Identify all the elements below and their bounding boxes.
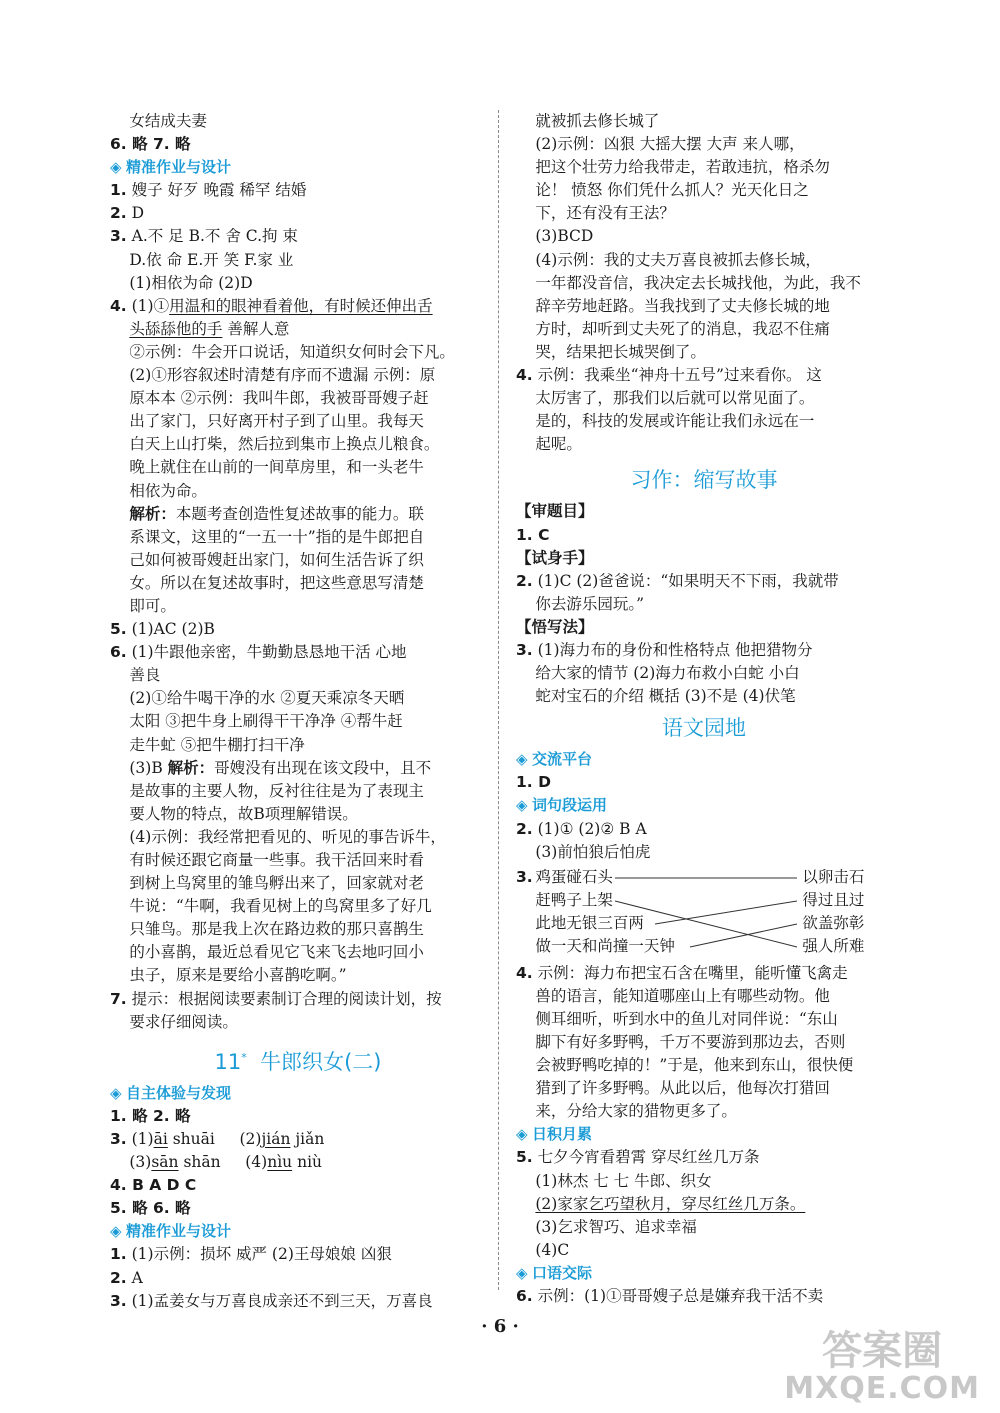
text-line: 要人物的特点，故B项理解错误。: [129, 804, 358, 823]
answer-item: 4. (1)①用温和的眼神看着他，有时候还伸出舌: [110, 296, 433, 315]
text-line: 有时候还跟它商量一些事。我干活回来时看: [129, 851, 424, 869]
text-line: 晚上就住在山前的一间草房里，和一头老牛: [129, 458, 424, 477]
section-heading: ◈ 交流平台: [516, 748, 892, 771]
text-line: 蛇对宝石的介绍 概括 (3)不是 (4)伏笔: [535, 687, 796, 706]
matching-exercise: [535, 866, 892, 962]
diamond-icon: ◈: [516, 750, 528, 769]
text-line: 女。所以在复述故事时，把这些意思写清楚: [129, 573, 424, 592]
section-title-garden: 语文园地: [662, 716, 746, 741]
text-line: 会被野鸭吃掉的！”于是，他来到东山，很快便: [535, 1056, 854, 1075]
answer-item: 2. (1)C (2)爸爸说：“如果明天不下雨，我就带: [516, 571, 839, 590]
answer-item: 2. D: [110, 204, 145, 223]
text-line: ②示例：牛会开口说话，知道织女何时会下凡。: [129, 342, 455, 361]
answer-item: 1. D: [516, 773, 551, 792]
text-line: (3)sān shān (4)nìu niù: [129, 1153, 323, 1172]
match-right-item: 强人所难: [802, 936, 865, 955]
text-line: 论！ 愤怒 你们凭什么抓人？光天化日之: [535, 181, 809, 200]
bracket-heading: 【试身手】: [516, 548, 594, 567]
match-left-item: 赶鸭子上架: [535, 890, 613, 909]
match-left-item: 做一天和尚撞一天钟: [535, 936, 675, 955]
text-line: (1)林杰 七 七 牛郎、织女: [535, 1171, 712, 1190]
text-line: 出了家门，只好离开村子到了山里。我每天: [129, 412, 424, 431]
text-line: (4)示例：我的丈夫万喜良被抓去修长城，: [535, 250, 821, 269]
match-left-item: 鸡蛋碰石头: [535, 867, 613, 886]
matching-lines: [535, 866, 805, 962]
text-line: 太阳 ③把牛身上刷得干干净净 ④帮牛赶: [129, 712, 403, 731]
text-line: 原本本 ②示例：我叫牛郎，我被哥哥嫂子赶: [129, 389, 429, 408]
answer-item: 4. 示例：我乘坐“神舟十五号”过来看你。 这: [516, 366, 822, 385]
answer-item: 7. 提示：根据阅读要素制订合理的阅读计划，按: [110, 989, 442, 1008]
text-line: 起呢。: [535, 435, 582, 454]
text-line: 侧耳细听，听到水中的鱼儿对同伴说：“东山: [535, 1009, 838, 1028]
text-line: (3)BCD: [535, 227, 594, 246]
diamond-icon: ◈: [110, 158, 122, 177]
answer-item: 3. A.不 足 B.不 舍 C.拘 束: [110, 227, 298, 246]
text-line: 是的，科技的发展或许能让我们永远在一: [535, 412, 815, 431]
text-line: 的小喜鹊，最近总看见它飞来飞去地叼回小: [129, 943, 424, 962]
text-line: 牛说：“牛啊，我看见树上的鸟窝里多了好几: [129, 897, 432, 916]
section-heading: ◈ 词句段运用: [516, 794, 892, 817]
section-heading: ◈ 自主体验与发现: [110, 1082, 486, 1105]
answer-item: 4. B A D C: [110, 1176, 197, 1195]
text-line: 6. 略 7. 略: [110, 135, 191, 154]
watermark-logo: 答案圈 MXQE.COM: [784, 1328, 980, 1406]
column-divider: [498, 110, 499, 1290]
text-line: 哭，结果把长城哭倒了。: [535, 342, 706, 361]
text-line: (3)乞求智巧、追求幸福: [535, 1217, 697, 1236]
text-line: 系课文，这里的“一五一十”指的是牛郎把自: [129, 527, 425, 546]
match-right-item: 得过且过: [802, 890, 865, 909]
text-line: (4)示例：我经常把看见的、听见的事告诉牛，: [129, 827, 446, 846]
text-line: 头舔舔他的手 善解人意: [129, 319, 290, 338]
section-heading: ◈ 口语交际: [516, 1262, 892, 1285]
diamond-icon: ◈: [516, 1125, 528, 1144]
text-line: 兽的语言，能知道哪座山上有哪些动物。他: [535, 986, 830, 1005]
answer-item: 1. 略 2. 略: [110, 1106, 191, 1125]
text-line: 即可。: [129, 596, 176, 615]
match-left-item: 此地无银三百两: [535, 913, 644, 932]
text-line: 给大家的情节 (2)海力布救小白蛇 小白: [535, 664, 800, 683]
text-line: (4)C: [535, 1240, 570, 1259]
answer-item: 3. (1)āi shuāi (2)jián jiǎn: [110, 1129, 325, 1148]
diamond-icon: ◈: [516, 1263, 528, 1282]
answer-item: 1. C: [516, 525, 550, 544]
text-line: (2)①给牛喝干净的水 ②夏天乘凉冬天晒: [129, 689, 405, 708]
text-line: (2)家家乞巧望秋月，穿尽红丝几万条。: [535, 1194, 806, 1213]
text-line: 女结成夫妻: [129, 112, 207, 130]
text-line: 太厉害了，那我们以后就可以常见面了。: [535, 389, 815, 408]
match-right-item: 以卵击石: [802, 867, 865, 886]
text-line: 方时，却听到丈夫死了的消息，我忍不住痛: [535, 319, 830, 338]
text-line: 辞辛劳地赶路。当我找到了丈夫修长城的地: [535, 296, 830, 315]
page-number: · 6 ·: [481, 1316, 519, 1337]
text-line: 要求仔细阅读。: [129, 1012, 238, 1031]
answer-item: 4. 示例：海力布把宝石含在嘴里，能听懂飞禽走: [516, 963, 848, 982]
text-line: (1)相依为命 (2)D: [129, 273, 253, 292]
answer-item: 6. 示例：(1)①哥哥嫂子总是嫌弃我干活不卖: [516, 1287, 824, 1306]
answer-item: 5. 七夕今宵看碧霄 穿尽红丝几万条: [516, 1148, 760, 1167]
text-line: 己如何被哥嫂赶出家门，如何生活告诉了织: [129, 550, 424, 569]
match-line: [690, 924, 797, 947]
text-line: 走牛虻 ⑤把牛棚打扫干净: [129, 735, 305, 754]
text-line: 来，分给大家的猎物更多了。: [535, 1102, 737, 1121]
text-line: (3)前怕狼后怕虎: [535, 842, 651, 861]
text-line: (2)示例：凶狠 大摇大摆 大声 来人哪，: [535, 135, 805, 154]
answer-item: 5. (1)AC (2)B: [110, 620, 215, 639]
text-line: 猎到了许多野鸭。从此以后，他每次打猎回: [535, 1079, 830, 1098]
text-line: 相依为命。: [129, 481, 207, 500]
text-line: 就被抓去修长城了: [535, 112, 660, 130]
text-line: 是故事的主要人物，反衬往往是为了表现主: [129, 781, 424, 800]
text-line: 虫子，原来是要给小喜鹊吃啊。”: [129, 966, 347, 985]
bracket-heading: 【审题目】: [516, 502, 594, 521]
diamond-icon: ◈: [516, 796, 528, 815]
match-line: [655, 901, 797, 924]
text-line: 白天上山打柴，然后拉到集市上换点儿粮食。: [129, 435, 440, 454]
diamond-icon: ◈: [110, 1083, 122, 1102]
answer-item: 2. A: [110, 1268, 143, 1287]
analysis-line: (3)B 解析：哥嫂没有出现在该文段中，且不: [129, 758, 432, 777]
text-line: (2)①形容叙述时清楚有序而不遗漏 示例：原: [129, 366, 436, 385]
answer-item: 1. 嫂子 好歹 晚霞 稀罕 结婚: [110, 181, 307, 200]
diamond-icon: ◈: [110, 1222, 122, 1241]
section-heading: ◈ 日积月累: [516, 1123, 892, 1146]
lesson-title: 11* 牛郎织女(二): [214, 1049, 382, 1074]
right-column: 就被抓去修长城了 (2)示例：凶狠 大摇大摆 大声 来人哪， 把这个壮劳力给我带走，若敢违抗，格杀勿 论！ 愤怒 你们凭什么抓人？光天化日之 下，还有没有王法？ (3)BCD (4)示例：我的丈夫万喜良被抓去修长城， 一年都没音信，我决定去长城找他，为此，我不 辞辛劳地赶路。当我找到了丈夫修长城的地 方时，却听到丈夫死了的消息，我忍不住痛 哭，结果把长城哭倒了。 4. 示例：我乘坐“神舟十五号”过来看你。 这 太厉害了，那我们以后就可以常见面了。 是的，科技的发展或许能让我们永远在一 起呢。 习作：缩写故事 【审题目】 1. C 【试身手】 2. (1)C (2)爸爸说：“如果明天不下雨，我就带 你去游乐园玩。” 【悟写法】 3. (1)海力布的身份和性格特点 他把猎物分 给大家的情节 (2)海力布救小白蛇 小白 蛇对宝石的介绍 概括 (3)不是 (4)伏笔 语文园地 ◈ 交流平台 1. D ◈ 词句段运用 2. (1)① (2)② B A (3)前怕狼后怕虎 3. 鸡蛋碰石头 赶鸭子上架 此地无银三百两 做一天和尚撞一天钟 以卵击石 得过且过 欲盖弥彰 强人所难 4. 示例：海力布把宝石含在嘴里，能听懂飞禽走 兽的语言，能知道哪座山上有哪些动物。他 侧耳细听，听到水中的鱼儿对同伴说：“东山 脚下有好多野鸭，千万不要游到那边去，否则 会被野鸭吃掉的！”于是，他来到东山，很快便 猎到了许多野鸭。从此以后，他每次打猎回 来，分给大家的猎物更多了。 ◈ 日积月累 5. 七夕今宵看碧霄 穿尽红丝几万条 (1)林杰 七 七 牛郎、织女 (2)家家乞巧望秋月，穿尽红丝几万条。 (3)乞求智巧、追求幸福 (4)C ◈ 口语交际 6. 示例：(1)①哥哥嫂子总是嫌弃我干活不卖: [516, 110, 892, 1308]
text-line: 到树上鸟窝里的雏鸟孵出来了，回家就对老: [129, 874, 424, 893]
text-line: 下，还有没有王法？: [535, 204, 675, 223]
answer-item: 5. 略 6. 略: [110, 1199, 191, 1218]
text-line: 只雏鸟。那是我上次在路边救的那只喜鹊生: [129, 920, 424, 939]
section-heading: ◈ 精准作业与设计: [110, 156, 486, 179]
text-line: D.依 命 E.开 笑 F.家 业: [129, 250, 294, 269]
analysis-line: 解析：本题考查创造性复述故事的能力。联: [129, 504, 424, 523]
text-line: 脚下有好多野鸭，千万不要游到那边去，否则: [535, 1033, 846, 1051]
match-line: [615, 901, 797, 947]
bracket-heading: 【悟写法】: [516, 617, 594, 636]
answer-item: 1. (1)示例：损坏 威严 (2)王母娘娘 凶狠: [110, 1245, 392, 1264]
answer-item: 3. (1)孟姜女与万喜良成亲还不到三天，万喜良: [110, 1291, 433, 1310]
section-heading: ◈ 精准作业与设计: [110, 1220, 486, 1243]
answer-item: 2. (1)① (2)② B A: [516, 819, 647, 838]
text-line: 一年都没音信，我决定去长城找他，为此，我不: [535, 273, 861, 292]
text-line: 善良: [129, 666, 161, 685]
answer-item: 3. (1)海力布的身份和性格特点 他把猎物分: [516, 640, 813, 659]
answer-item: 6. (1)牛跟他亲密，牛勤勤恳恳地干活 心地: [110, 643, 407, 662]
section-title-writing: 习作：缩写故事: [630, 468, 778, 493]
left-column: [110, 110, 486, 1313]
match-right-item: 欲盖弥彰: [802, 913, 865, 932]
text-line: 你去游乐园玩。”: [535, 594, 645, 613]
text-line: 把这个壮劳力给我带走，若敢违抗，格杀勿: [535, 158, 830, 177]
